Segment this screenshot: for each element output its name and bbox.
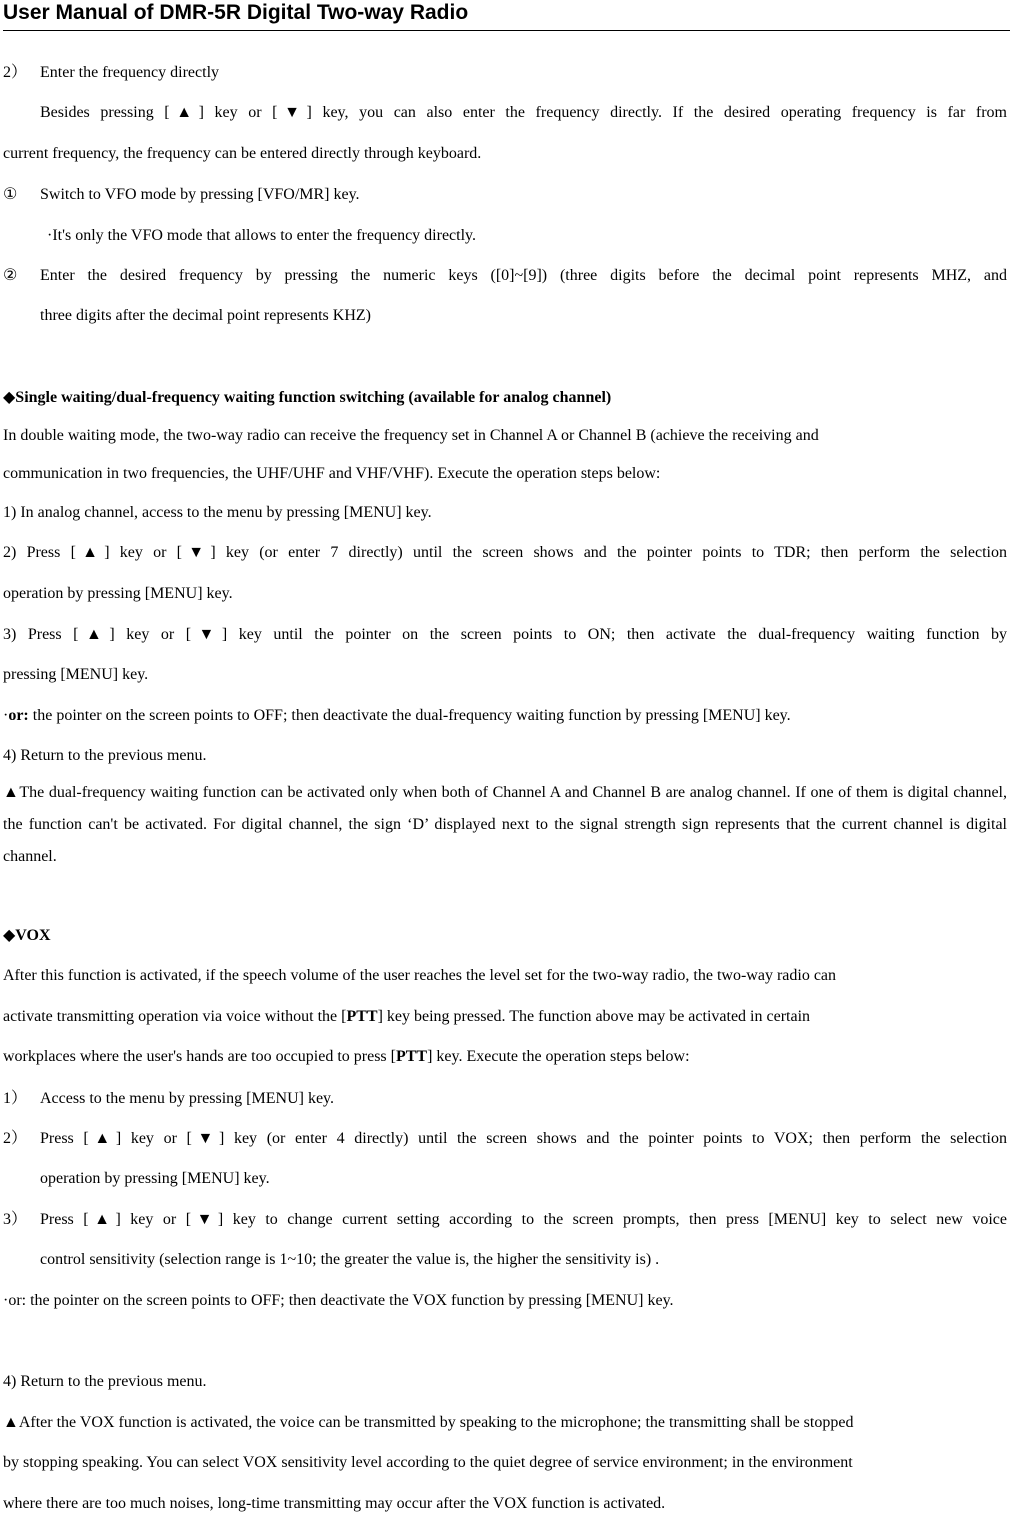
- step-text: Enter the desired frequency by pressing the numeric keys ([0]~[9]) (three digits before the decimal point represents MHZ, and: [40, 267, 1007, 284]
- paragraph-line: [3, 1007, 810, 1027]
- paragraph-line: current frequency, the frequency can be entered directly through keyboard.: [3, 145, 482, 162]
- paragraph-line: [3, 1047, 690, 1067]
- text-run: activate transmitting operation via voice without the [: [3, 1008, 347, 1025]
- step-text: Press [▲] key or [▼] key to change current setting according to the screen prompts, then press [MENU] key to select new voice: [40, 1211, 1007, 1228]
- step-text: 4) Return to the previous menu.: [3, 747, 207, 764]
- note-text: ·It's only the VFO mode that allows to enter the frequency directly.: [47, 227, 476, 244]
- step-text: three digits after the decimal point represents KHZ): [40, 307, 371, 324]
- paragraph-line: Besides pressing [▲] key or [▼] key, you can also enter the frequency directly. If the desired operating frequency is far from: [40, 104, 1007, 121]
- text-run: workplaces where the user's hands are too occupied to press [: [3, 1048, 396, 1065]
- note-line: where there are too much noises, long-time transmitting may occur after the VOX function is activated.: [3, 1495, 666, 1512]
- step-text: operation by pressing [MENU] key.: [40, 1170, 270, 1187]
- step-number: 2）: [3, 64, 28, 81]
- page-header: User Manual of DMR-5R Digital Two-way Radio: [3, 0, 1010, 31]
- section-heading: ◆Single waiting/dual-frequency waiting function switching (available for analog channel): [3, 389, 612, 406]
- or-bullet: ·: [3, 707, 9, 724]
- paragraph-line: In double waiting mode, the two-way radio can receive the frequency set in Channel A or Channel B (achieve the receiving and: [3, 427, 819, 444]
- step-text: operation by pressing [MENU] key.: [3, 585, 233, 602]
- ptt-key-label: PTT: [346, 1008, 378, 1025]
- ptt-key-label: PTT: [395, 1048, 428, 1065]
- note-line: ▲After the VOX function is activated, the voice can be transmitted by speaking to the microphone; the transmitting shall be stopped: [3, 1414, 854, 1431]
- step-text: pressing [MENU] key.: [3, 666, 149, 683]
- or-line: ·or: the pointer on the screen points to OFF; then deactivate the VOX function by pressing [MENU] key.: [3, 1292, 674, 1309]
- or-label: or:: [8, 707, 29, 724]
- note-line: by stopping speaking. You can select VOX sensitivity level according to the quiet degree of service environment; in the environment: [3, 1454, 853, 1471]
- step-text: 4) Return to the previous menu.: [3, 1373, 207, 1390]
- or-line: [3, 706, 791, 726]
- text-run: ] key. Execute the operation steps below:: [427, 1048, 690, 1065]
- or-text: the pointer on the screen points to OFF; then deactivate the dual-frequency waiting function by pressing [MENU] key.: [28, 707, 791, 724]
- step-text: control sensitivity (selection range is 1~10; the greater the value is, the higher the sensitivity is) .: [40, 1251, 660, 1268]
- step-marker: ②: [3, 267, 18, 284]
- step-text: Press [▲] key or [▼] key (or enter 4 directly) until the screen shows and the pointer points to VOX; then perform the selection: [40, 1130, 1007, 1147]
- paragraph-line: communication in two frequencies, the UHF/UHF and VHF/VHF). Execute the operation steps below:: [3, 465, 661, 482]
- step-number: 1）: [3, 1090, 28, 1107]
- step-text: 2) Press [▲] key or [▼] key (or enter 7 directly) until the screen shows and the pointer points to TDR; then perform the selection: [3, 544, 1007, 561]
- paragraph-line: After this function is activated, if the speech volume of the user reaches the level set for the two-way radio, the two-way radio can: [3, 967, 837, 984]
- step-number: 2）: [3, 1130, 28, 1147]
- step-text: Access to the menu by pressing [MENU] key.: [40, 1090, 335, 1107]
- step-number: 3）: [3, 1211, 28, 1228]
- step-marker: ①: [3, 186, 18, 203]
- step-text: Switch to VFO mode by pressing [VFO/MR] key.: [40, 186, 360, 203]
- step-text: 1) In analog channel, access to the menu by pressing [MENU] key.: [3, 504, 432, 521]
- section-heading: ◆VOX: [3, 927, 51, 944]
- step-text: 3) Press [▲] key or [▼] key until the pointer on the screen points to ON; then activate the dual-frequency waiting function by: [3, 626, 1007, 643]
- text-run: ] key being pressed. The function above may be activated in certain: [377, 1008, 811, 1025]
- note-paragraph: ▲The dual-frequency waiting function can be activated only when both of Channel A and Channel B are analog channel. If one of them is digital channel, the function can't be activated. For digital channel, the sign ‘D’ displayed next to the signal strength sign represents that the current channel is digital channel.: [3, 784, 1007, 865]
- subsection-title: Enter the frequency directly: [40, 64, 220, 81]
